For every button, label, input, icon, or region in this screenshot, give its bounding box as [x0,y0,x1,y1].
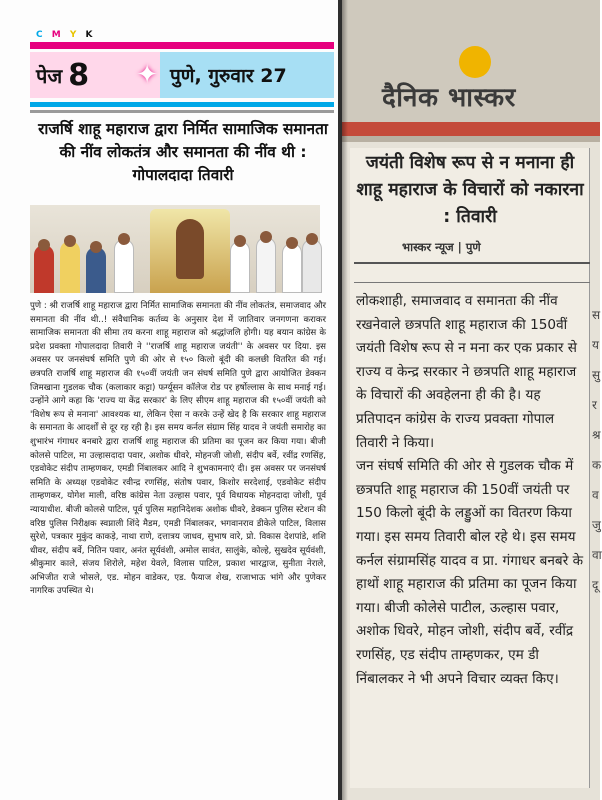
magenta-rule [30,42,334,49]
page-number: 8 [68,57,90,93]
person-head [286,237,298,249]
cmyk-marks [36,30,96,40]
byline-rule-lower [354,282,590,283]
byline-rule [354,262,590,264]
cmyk-y: Y [69,30,80,40]
person-figure [256,237,276,293]
page-label: पेज [36,63,63,88]
statue-figure [176,219,204,279]
person-figure [86,247,106,293]
byline: भास्कर न्यूज | पुणे [402,240,481,254]
page-banner [30,52,334,98]
person-head [306,233,318,245]
article-paragraph: जन संघर्ष समिति की ओर से गुडलक चौक में छत्रपति शाहू महाराज की 150वीं जयंती पर 150 किलो बूंदी के लड्डुओं का वितरण किया गया। इस समय तिवारी बोल रहे थे। इस समय कर्नल संग्रामसिंह यादव व प्रा. गंगाधर बनबरे के हाथों शाहू महाराज की प्रतिमा का पूजन किया गया। बीजी कोलेसे पाटील, ऊल्हास पवार, अशोक धिवरे, मोहन जोशी, संदीप बर्वे, रवींद्र रणसिंह, एड संदीप ताम्हणकर, एम डी निंबालकर ने भी अपने विचार व्यक्त किए। [356,458,584,687]
right-headline: जयंती विशेष रूप से न मनाना ही शाहू महाराज के विचारों को नकारना : तिवारी [356,153,584,227]
person-head [118,233,130,245]
person-head [260,231,272,243]
cyan-rule [30,102,334,107]
sparkle-icon: ✦ [136,60,158,90]
person-figure [282,243,302,293]
right-newspaper-clipping [342,0,600,800]
gray-rule [30,110,334,113]
left-article-body: पुणे : श्री राजर्षि शाहू महाराज द्वारा निर्मित सामाजिक समानता की नींव लोकतंत्र, समाजवाद और समानता की नींव थी..! संवैधानिक कर्तव्य के अनुसार देश में जातिवार जनगणना कराकर सामाजिक समानता की सीमा तय करना शाहू महाराज को श्रद्धांजलि होगी। यह बयान कांग्रेस के प्रदेश प्रवक्ता गोपालदादा तिवारी ने ''राजर्षि शाहू महाराज जयंती'' के अवसर पर दिया. इस अवसर पर जनसंघर्ष समिति पुणे की ओर से १५० किलो बूंदी की कलछी वितरित की गई। छत्रपति राजर्षि शाहू महाराज की १५०वीं जयंती जन संघर्ष समिति पुणे द्वारा आयोजित डेक्कन जिमखाना गुडलक चौक (कलाकार कट्टा) फर्ग्यूसन कॉलेज रोड पर हर्षोल्लास के साथ मनाई गई। उन्होंने आगे कहा कि 'राज्य या केंद्र सरकार' के लिए सीएम शाहू महाराज की १५०वीं जयंती को 'विशेष रूप से मनाना' आवश्यक था, लेकिन ऐसा न करके उन्हें खेद है कि सरकार शाहू महाराज के समानता के आदर्शों से दूर रह रही है। इस समय कर्नल संग्राम सिंह यादव ने जयंती समारोह का शुभारंभ गंगाधर बनबारे द्वारा राजर्षि शाहू महाराज की प्रतिमा का पूजन कर किया गया। बीजी कोलसे पाटिल, मा उल्हासदादा पवार, अशोक धीवरे, मोहनजी जोशी, संदीप बर्वे, रवींद्र रणसिंह, एडवोकेट संदीप ताम्हणकर, एमडी निंबालकर आदि ने शुभकामनाएं दी। इस अवसर पर जनसंघर्ष समिति के अध्यक्ष एडवोकेट रवीन्द्र रणसिंह, संतोष पवार, किशोर सरदेशाई, एडवोकेट संदीप ताम्हणकर, योगेश माली, वरिष्ठ कांग्रेस नेता उल्हास पवार, पूर्व विधायक मोहनदादा जोशी, पूर्व न्यायाधीश. बीजी कोलसे पाटिल, पूर्व पुलिस महानिदेशक अशोक धीवरे, डेक्कन पुलिस स्टेशन की वरिष्ठ पुलिस निरीक्षक स्वप्नाली शिंदे मैडम, एमडी निंबालकर, भगवानराव डीकेले पाटिल, विलास सुरेशे, पत्रकार मुकुंद काकड़े, नाथा राणे, दत्तात्रय जाधव, सुभाष वारे, प्रो. विकास देशपांडे, शशि धीवर, संदीप बर्वे, नितिन पवार, अनंत सूर्यवंशी, अमोल सावंत, सालुंके, कोल्हे, सुखदेव सूर्यवंशी, श्रीकुमार काले, संजय शिरोले, महेश येवले, विलास पाटिल, प्रकाश भारद्वाज, सुनीता नेराले, अभिजीत राजे भोसले, एड. मोहन वाडेकर, एड. फैयाज शेख, राजाभाऊ भांगे और पुणेकर नागरिक उपस्थित थे। [30,301,326,597]
left-headline: राजर्षि शाहू महाराज द्वारा निर्मित सामाजिक समानता की नींव लोकतंत्र और समानता की नींव थी : गोपालदादा तिवारी [38,120,328,184]
city-date: पुणे, गुरुवार 27 [160,52,334,98]
cmyk-k: K [85,30,96,40]
newspaper-masthead: दैनिक भास्कर [382,83,516,113]
person-head [90,241,102,253]
adjacent-column-fragment: स य सु र श्र क व जु वा दू [592,308,602,592]
masthead-gray-rule [342,136,600,142]
person-head [234,235,246,247]
cmyk-m: M [51,30,64,40]
person-figure [114,239,134,293]
cmyk-c: C [36,30,46,40]
person-figure [302,239,322,293]
person-figure [60,241,80,293]
person-head [64,235,76,247]
person-figure [230,241,250,293]
page-number-band [30,52,160,98]
right-article-body [356,290,588,691]
sun-logo-icon [459,46,491,78]
page-shadow [342,0,348,800]
masthead-red-rule [342,122,600,136]
event-photo [30,205,320,293]
person-head [38,239,50,251]
person-figure [34,245,54,293]
article-paragraph: लोकशाही, समाजवाद व समानता की नींव रखनेवाले छत्रपति शाहू महाराज की 150वीं जयंती विशेष रूप से न मना कर एक प्रकार से राज्य व केन्द्र सरकार ने छत्रपति शाहू महाराज के विचारों की अवहेलना ही की है। यह प्रतिपादन कांग्रेस के राज्य प्रवक्ता गोपाल तिवारी ने किया। [356,293,577,451]
